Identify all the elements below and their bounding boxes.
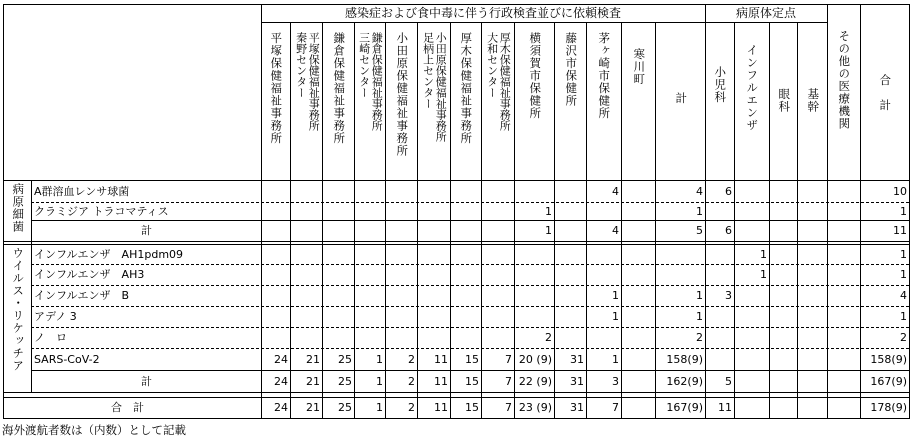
col-header-5: 小田原保健福祉事務所 [395, 32, 410, 157]
table-cell [621, 180, 655, 202]
sentinel-group-header: 病原体定点 [735, 6, 796, 20]
table-cell: 21 [306, 374, 320, 388]
table-cell [554, 285, 586, 306]
table-cell [621, 348, 655, 370]
table-cell: 11 [893, 224, 907, 237]
table-cell: 4 [696, 184, 703, 198]
table-cell [586, 264, 621, 285]
row-label: 合 計 [111, 401, 144, 414]
table-cell: 11 [434, 401, 448, 414]
row-label: インフルエンザ AH1pdm09 [34, 247, 184, 261]
table-cell [554, 306, 586, 327]
table-cell [734, 180, 769, 202]
table-cell [450, 220, 481, 241]
row-label: インフルエンザ AH3 [34, 268, 145, 281]
table-cell [261, 202, 290, 220]
table-cell [354, 220, 385, 241]
table-cell [290, 264, 322, 285]
table-cell [514, 285, 554, 306]
table-cell [322, 180, 354, 202]
table-cell [621, 397, 655, 418]
table-cell: 167(9) [870, 374, 907, 388]
table-cell [385, 327, 417, 348]
table-cell: 2 [545, 331, 552, 344]
group-virus-label: ウイルス・リケッチア [11, 247, 26, 372]
table-cell [705, 306, 734, 327]
table-cell [734, 327, 769, 348]
table-cell [797, 397, 827, 418]
table-cell: 24 [274, 374, 288, 388]
table-cell: 3 [725, 289, 732, 302]
table-cell [621, 202, 655, 220]
table-cell: 6 [725, 184, 732, 198]
table-cell [586, 244, 621, 264]
table-cell: 10 [893, 184, 907, 198]
table-cell [734, 370, 769, 392]
table-cell [385, 220, 417, 241]
table-cell [354, 244, 385, 264]
table-cell [797, 285, 827, 306]
table-cell: 4 [612, 184, 619, 198]
table-cell: 1 [900, 268, 907, 281]
table-cell [417, 180, 450, 202]
table-cell [481, 202, 514, 220]
table-cell [481, 306, 514, 327]
table-cell: 31 [570, 401, 584, 414]
table-cell [621, 264, 655, 285]
table-cell [417, 202, 450, 220]
col-header-11: 茅ヶ崎市保健所 [597, 32, 612, 120]
table-cell [827, 264, 860, 285]
table-cell: 21 [306, 352, 320, 366]
table-cell [734, 397, 769, 418]
table-cell [417, 327, 450, 348]
table-cell [769, 285, 797, 306]
table-cell: 22 (9) [518, 374, 552, 388]
table-cell [827, 202, 860, 220]
table-cell [290, 327, 322, 348]
table-cell [322, 306, 354, 327]
table-cell [797, 264, 827, 285]
table-cell [554, 180, 586, 202]
total-header: 合 計 [878, 74, 893, 112]
table-cell: 4 [612, 224, 619, 237]
table-cell [827, 370, 860, 392]
table-cell [655, 264, 705, 285]
table-cell [354, 306, 385, 327]
table-cell [385, 180, 417, 202]
table-cell [797, 348, 827, 370]
row-label: 計 [141, 224, 152, 237]
table-cell [586, 202, 621, 220]
sentinel-col-header-1: 小児科 [713, 66, 728, 104]
table-cell [322, 244, 354, 264]
table-cell [354, 327, 385, 348]
table-cell [769, 306, 797, 327]
footnote: 海外渡航者数は（内数）として記載 [2, 423, 186, 437]
table-cell [290, 180, 322, 202]
table-cell [586, 327, 621, 348]
table-cell [450, 327, 481, 348]
table-cell [322, 220, 354, 241]
table-cell: 178(9) [870, 401, 907, 414]
table-cell: 20 (9) [518, 352, 552, 366]
table-cell [554, 327, 586, 348]
table-cell: 5 [696, 224, 703, 237]
table-cell [769, 348, 797, 370]
table-cell [481, 220, 514, 241]
table-cell [261, 264, 290, 285]
group-bacteria-label: 病原細菌 [11, 183, 26, 233]
table-cell: 11 [434, 352, 448, 366]
table-cell [450, 244, 481, 264]
row-label: 計 [141, 374, 152, 388]
table-cell [417, 264, 450, 285]
table-cell: 2 [408, 401, 415, 414]
table-cell [621, 327, 655, 348]
table-cell [734, 348, 769, 370]
table-cell [261, 244, 290, 264]
row-label: アデノ 3 [34, 310, 77, 323]
table-cell: 2 [696, 331, 703, 344]
table-cell [261, 306, 290, 327]
table-cell: 1 [696, 310, 703, 323]
table-cell: 25 [338, 401, 352, 414]
table-cell [769, 180, 797, 202]
table-cell: 31 [570, 352, 584, 366]
table-cell: 1 [696, 289, 703, 302]
table-cell [621, 244, 655, 264]
grid-line [3, 418, 910, 419]
table-cell [450, 285, 481, 306]
table-cell [554, 220, 586, 241]
table-cell [734, 220, 769, 241]
table-cell [621, 285, 655, 306]
row-label: A群溶血レンサ球菌 [34, 184, 130, 198]
table-cell: 1 [696, 204, 703, 218]
table-cell: 15 [465, 401, 479, 414]
table-cell [827, 306, 860, 327]
table-cell [417, 306, 450, 327]
table-cell: 1 [900, 310, 907, 323]
table-cell [769, 220, 797, 241]
table-cell: 21 [306, 401, 320, 414]
table-cell [705, 202, 734, 220]
table-cell: 162(9) [666, 374, 703, 388]
table-cell: 158(9) [870, 352, 907, 366]
table-cell [290, 202, 322, 220]
table-cell: 1 [612, 289, 619, 302]
table-cell: 1 [376, 401, 383, 414]
table-cell [481, 244, 514, 264]
table-cell: 7 [505, 401, 512, 414]
table-cell [481, 264, 514, 285]
table-cell [621, 220, 655, 241]
table-cell [827, 285, 860, 306]
table-cell [354, 202, 385, 220]
table-cell [261, 220, 290, 241]
table-cell [385, 306, 417, 327]
table-cell [734, 285, 769, 306]
table-cell [797, 244, 827, 264]
table-cell [769, 264, 797, 285]
table-cell [354, 264, 385, 285]
table-cell [450, 202, 481, 220]
grid-line [3, 241, 910, 242]
col-header-6: 小田原保健福祉事務所 足柄上センター [421, 32, 448, 142]
table-cell [322, 264, 354, 285]
table-cell: 7 [612, 401, 619, 414]
table-cell [514, 306, 554, 327]
table-cell: 1 [760, 247, 767, 261]
table-cell [514, 264, 554, 285]
table-cell [261, 180, 290, 202]
col-header-4: 鎌倉保健福祉事務所 三崎センター [357, 32, 384, 131]
table-cell: 31 [570, 374, 584, 388]
col-header-9: 横須賀市保健所 [528, 32, 543, 120]
row-label: クラミジア トラコマティス [34, 204, 169, 218]
col-header-1: 平塚保健福祉事務所 [269, 32, 284, 145]
col-header-2: 平塚保健福祉事務所 秦野センター [294, 32, 321, 131]
table-cell: 158(9) [666, 352, 703, 366]
table-cell [769, 370, 797, 392]
table-cell: 7 [505, 352, 512, 366]
table-cell [385, 285, 417, 306]
table-cell: 1 [545, 204, 552, 218]
table-cell [554, 244, 586, 264]
table-cell: 1 [376, 352, 383, 366]
table-cell: 15 [465, 374, 479, 388]
grid-line [3, 4, 4, 419]
table-cell: 1 [376, 374, 383, 388]
table-cell [322, 285, 354, 306]
table-cell: 25 [338, 352, 352, 366]
table-cell [655, 244, 705, 264]
table-cell [769, 202, 797, 220]
table-cell [385, 202, 417, 220]
table-cell [734, 306, 769, 327]
table-cell [827, 327, 860, 348]
table-cell: 6 [725, 224, 732, 237]
table-cell [797, 327, 827, 348]
table-cell: 4 [900, 289, 907, 302]
table-cell [827, 397, 860, 418]
table-cell [827, 348, 860, 370]
table-cell: 3 [612, 374, 619, 388]
grid-line [3, 392, 910, 393]
table-cell: 23 (9) [518, 401, 552, 414]
table-cell [481, 285, 514, 306]
table-cell: 1 [612, 310, 619, 323]
sentinel-col-header-4: 基幹 [806, 88, 821, 113]
sentinel-col-header-3: 眼科 [777, 88, 792, 113]
col-header-3: 鎌倉保健福祉事務所 [332, 32, 347, 145]
table-cell: 2 [900, 331, 907, 344]
inspection-group-header: 感染症および食中毒に伴う行政検査並びに依頼検査 [344, 6, 621, 20]
table-cell: 1 [545, 224, 552, 237]
table-cell [769, 397, 797, 418]
table-cell [481, 180, 514, 202]
table-cell: 1 [900, 247, 907, 261]
table-cell [797, 220, 827, 241]
table-cell [417, 285, 450, 306]
table-cell: 24 [274, 401, 288, 414]
table-cell [354, 285, 385, 306]
table-cell [827, 180, 860, 202]
table-cell: 25 [338, 374, 352, 388]
table-cell: 167(9) [666, 401, 703, 414]
row-label: インフルエンザ B [34, 289, 130, 302]
table-cell: 5 [725, 374, 732, 388]
table-cell [734, 202, 769, 220]
table-cell: 1 [900, 204, 907, 218]
table-cell [769, 327, 797, 348]
table-cell [705, 348, 734, 370]
table-cell [797, 202, 827, 220]
table-cell [322, 327, 354, 348]
table-cell [621, 306, 655, 327]
table-cell [769, 244, 797, 264]
table-cell: 1 [760, 268, 767, 281]
table-cell [797, 180, 827, 202]
table-cell: 15 [465, 352, 479, 366]
table-cell [290, 244, 322, 264]
table-cell [450, 264, 481, 285]
grid-line [261, 22, 828, 23]
table-cell [354, 180, 385, 202]
table-cell [417, 220, 450, 241]
table-cell [797, 306, 827, 327]
row-label: ノ ロ [34, 331, 67, 344]
table-cell [621, 370, 655, 392]
table-cell: 2 [408, 374, 415, 388]
table-cell [705, 244, 734, 264]
col-header-8: 厚木保健福祉事務所 大和センター [485, 32, 512, 131]
table-cell [385, 244, 417, 264]
row-label: SARS-CoV-2 [34, 352, 100, 366]
col-header-12: 寒川町 [632, 48, 647, 86]
col-header-7: 厚木保健福祉事務所 [459, 32, 474, 145]
table-cell: 11 [434, 374, 448, 388]
table-cell: 7 [505, 374, 512, 388]
table-cell [481, 327, 514, 348]
sentinel-col-header-2: インフルエンザ [745, 44, 760, 132]
table-cell [514, 180, 554, 202]
table-cell [827, 220, 860, 241]
table-cell [554, 264, 586, 285]
table-cell: 1 [612, 352, 619, 366]
table-cell [705, 264, 734, 285]
col-header-13: 計 [674, 92, 689, 105]
table-cell: 2 [408, 352, 415, 366]
table-cell [417, 244, 450, 264]
table-cell: 24 [274, 352, 288, 366]
table-cell [322, 202, 354, 220]
table-cell [261, 285, 290, 306]
table-cell [554, 202, 586, 220]
col-header-10: 藤沢市保健所 [564, 32, 579, 107]
table-cell [797, 370, 827, 392]
table-cell [705, 327, 734, 348]
table-cell [385, 264, 417, 285]
grid-line [909, 4, 910, 419]
table-cell [261, 327, 290, 348]
table-cell: 11 [718, 401, 732, 414]
table-cell [450, 306, 481, 327]
table-cell [290, 220, 322, 241]
table-cell [290, 285, 322, 306]
table-cell [827, 244, 860, 264]
table-cell [290, 306, 322, 327]
table-cell [514, 244, 554, 264]
other-medical-header: その他の医療機関 [837, 30, 852, 130]
table-cell [450, 180, 481, 202]
